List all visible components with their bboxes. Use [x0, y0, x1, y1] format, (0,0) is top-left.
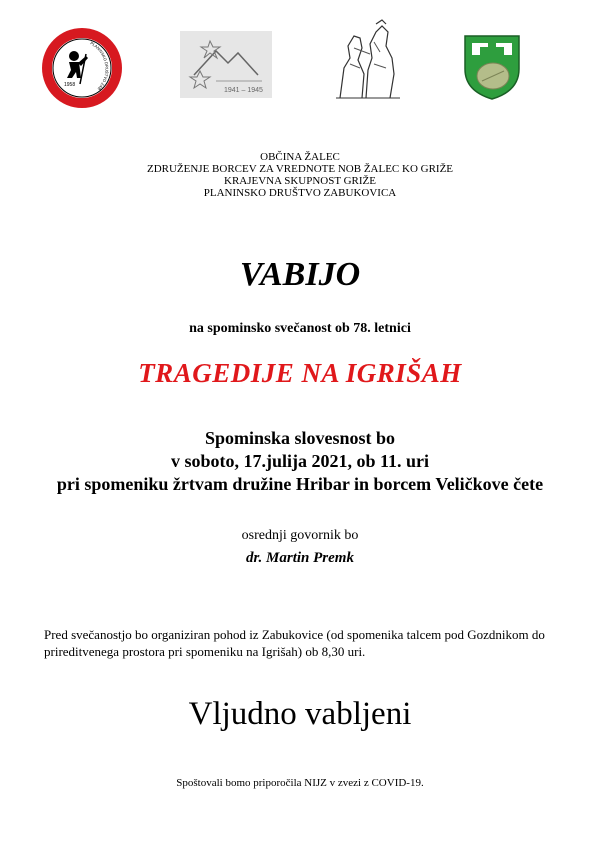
- closing-text: Vljudno vabljeni: [188, 696, 412, 732]
- hike-note: Pred svečanostjo bo organiziran pohod iz Zabukovice (od spomenika talcem pod Gozdnikom do prireditvenega prostora pri spomeniku na Igrišah) ob 8,30 uri.: [44, 627, 545, 659]
- badge-year: 1958: [64, 82, 76, 88]
- memorial-mountain-logo: [180, 31, 272, 98]
- organizer-line-1: OBČINA ŽALEC: [260, 151, 340, 163]
- detail-date-time: v soboto, 17.julija 2021, ob 11. uri: [170, 451, 430, 471]
- monument-sketch-logo: [330, 18, 406, 100]
- event-title: TRAGEDIJE NA IGRIŠAH: [138, 358, 462, 388]
- memorial-years: 1941 – 1945: [224, 87, 263, 94]
- organizer-line-3: KRAJEVNA SKUPNOST GRIŽE: [224, 175, 376, 187]
- speaker-label: osrednji govornik bo: [241, 528, 359, 543]
- planinsko-drustvo-badge-logo: [40, 26, 124, 110]
- detail-line-1: Spominska slovesnost bo: [204, 428, 396, 448]
- speaker-name: dr. Martin Premk: [246, 550, 354, 566]
- detail-location: pri spomeniku žrtvam družine Hribar in borcem Veličkove čete: [56, 474, 544, 494]
- invitation-heading: VABIJO: [239, 256, 361, 293]
- badge-ring-text: PLANINSKO DRUŠTVO ZAB: [89, 40, 110, 92]
- organizer-line-2: ZDRUŽENJE BORCEV ZA VREDNOTE NOB ŽALEC KO GRIŽE: [146, 163, 454, 175]
- invitation-subheading: na spominsko svečanost ob 78. letnici: [189, 321, 411, 336]
- municipality-coat-of-arms: [462, 33, 522, 101]
- covid-footer-note: Spoštovali bomo priporočila NIJZ v zvezi z COVID-19.: [176, 777, 424, 789]
- organizer-line-4: PLANINSKO DRUŠTVO ZABUKOVICA: [203, 187, 397, 199]
